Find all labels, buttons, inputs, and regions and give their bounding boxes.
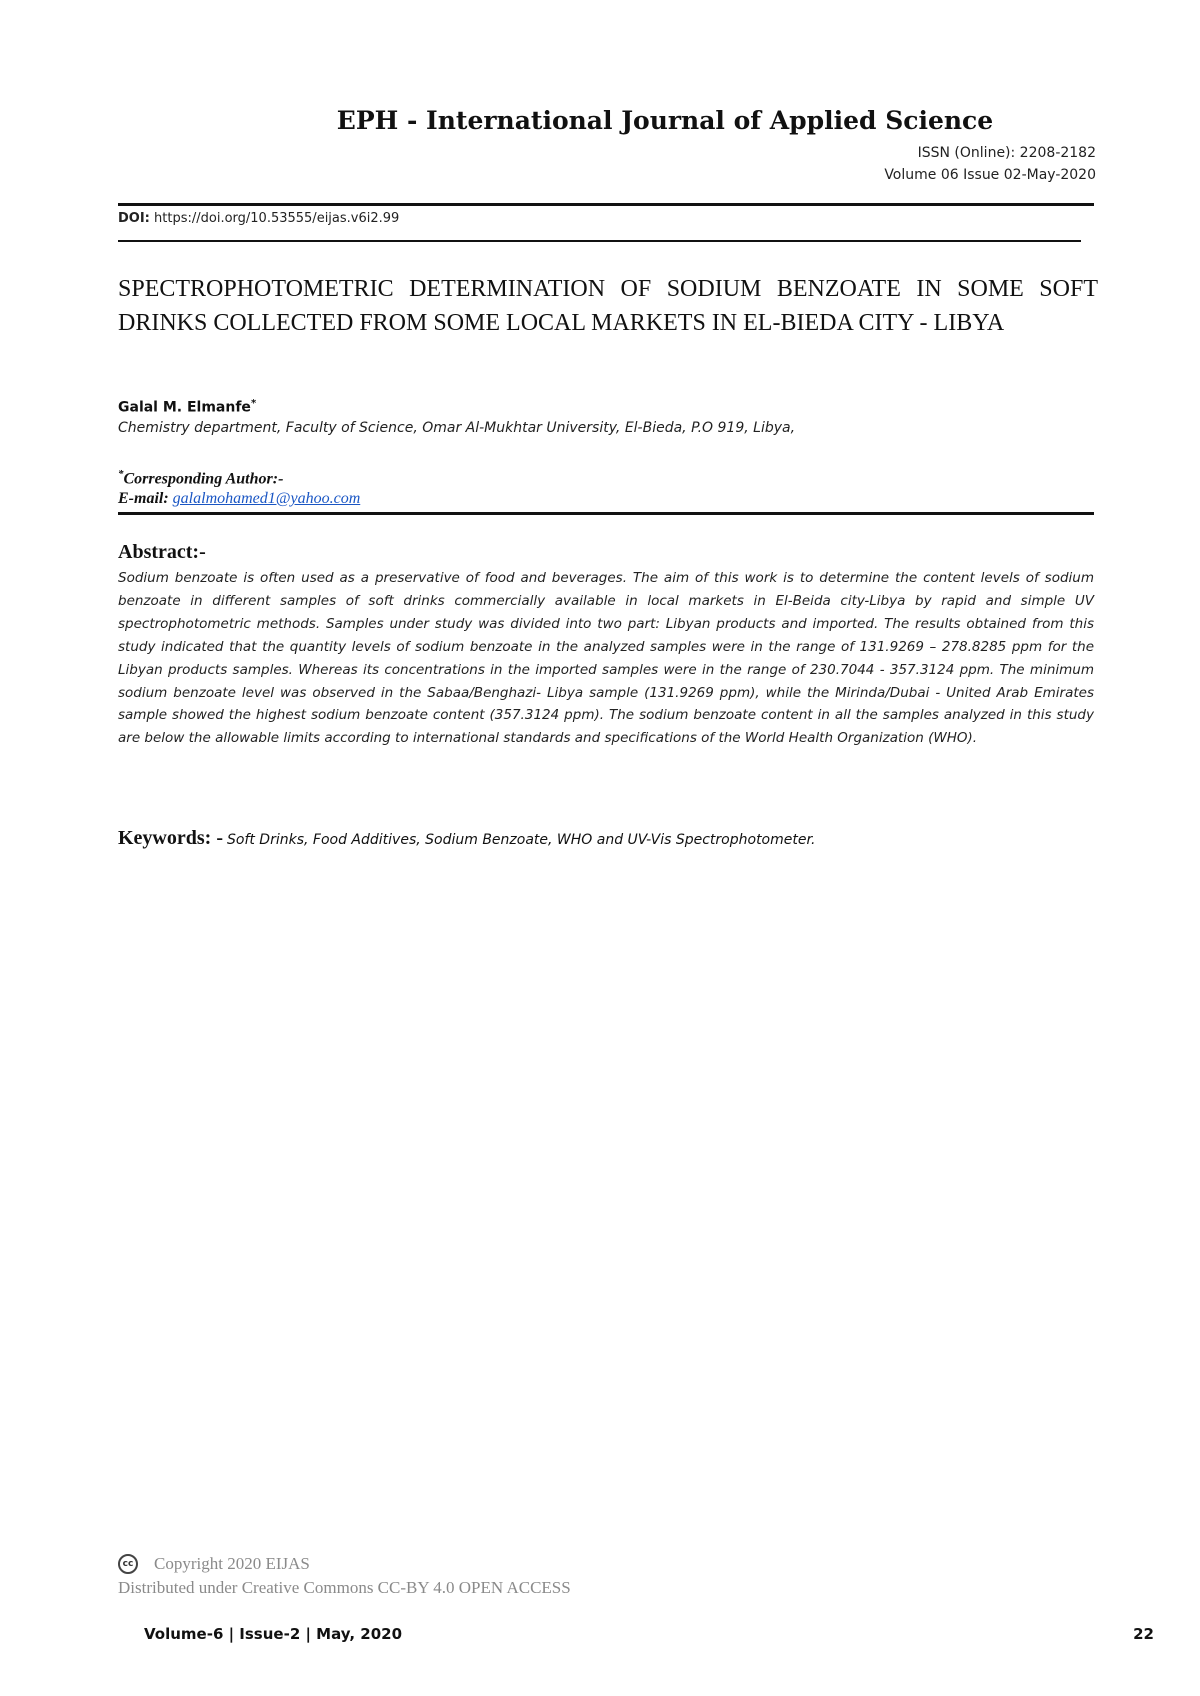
volume-issue: Volume 06 Issue 02-May-2020 (884, 167, 1096, 183)
author-name (118, 398, 256, 416)
author-mark: * (250, 398, 257, 409)
email-label: E-mail: (118, 490, 169, 507)
header-divider (118, 203, 1094, 206)
corresponding-label: Corresponding Author:- (123, 470, 284, 488)
page-number: 22 (1133, 1625, 1154, 1643)
doi-label: DOI: (118, 211, 150, 226)
keywords-line (118, 827, 815, 850)
author-affiliation: Chemistry department, Faculty of Science, Omar Al-Mukhtar University, El-Bieda, P.O 919, Libya, (118, 420, 796, 436)
keywords-label: Keywords: - (118, 827, 223, 849)
author-name-text: Galal M. Elmanfe (118, 399, 251, 416)
abstract-body: Sodium benzoate is often used as a preservative of food and beverages. The aim of this work is to determine the content levels of sodium benzoate in different samples of soft drinks commercially available in local markets in El-Beida city-Libya by rapid and simple UV spectrophotometric methods. Samples under study was divided into two part: Libyan products and imported. The results obtained from this study indicated that the quantity levels of sodium benzoate in the analyzed samples were in the range of 131.9269 – 278.8285 ppm for the Libyan products samples. Whereas its concentrations in the imported samples were in the range of 230.7044 - 357.3124 ppm. The minimum sodium benzoate level was observed in the Sabaa/Benghazi- Libya sample (131.9269 ppm), while the Mirinda/Dubai - United Arab Emirates sample showed the highest sodium benzoate content (357.3124 ppm). The sodium benzoate content in all the samples analyzed in this study are below the allowable limits according to international standards and specifications of the World Health Organization (WHO). (118, 570, 1094, 747)
corresponding-author (118, 468, 283, 488)
article-title: SPECTROPHOTOMETRIC DETERMINATION OF SODIUM BENZOATE IN SOME SOFT DRINKS COLLECTED FROM SOME LOCAL MARKETS IN EL-BIEDA CITY - LIBYA (118, 276, 1098, 336)
license-text: Distributed under Creative Commons CC-BY 4.0 OPEN ACCESS (118, 1578, 571, 1597)
footer-volume-info: Volume-6 | Issue-2 | May, 2020 (144, 1625, 403, 1643)
doi-divider (118, 240, 1081, 242)
corresponding-mark: * (118, 468, 124, 480)
copyright-text: Copyright 2020 EIJAS (154, 1554, 310, 1573)
journal-title: EPH - International Journal of Applied Science (336, 106, 994, 135)
issn: ISSN (Online): 2208-2182 (917, 145, 1096, 161)
cc-icon: cc (118, 1554, 138, 1574)
email-line (118, 490, 360, 508)
abstract-heading: Abstract:- (118, 541, 206, 563)
doi-line (118, 211, 399, 226)
author-divider (118, 512, 1094, 515)
keywords-value: Soft Drinks, Food Additives, Sodium Benzoate, WHO and UV-Vis Spectrophotometer. (226, 832, 816, 848)
email-link[interactable]: galalmohamed1@yahoo.com (172, 490, 361, 507)
doi-link[interactable]: https://doi.org/10.53555/eijas.v6i2.99 (154, 211, 400, 226)
